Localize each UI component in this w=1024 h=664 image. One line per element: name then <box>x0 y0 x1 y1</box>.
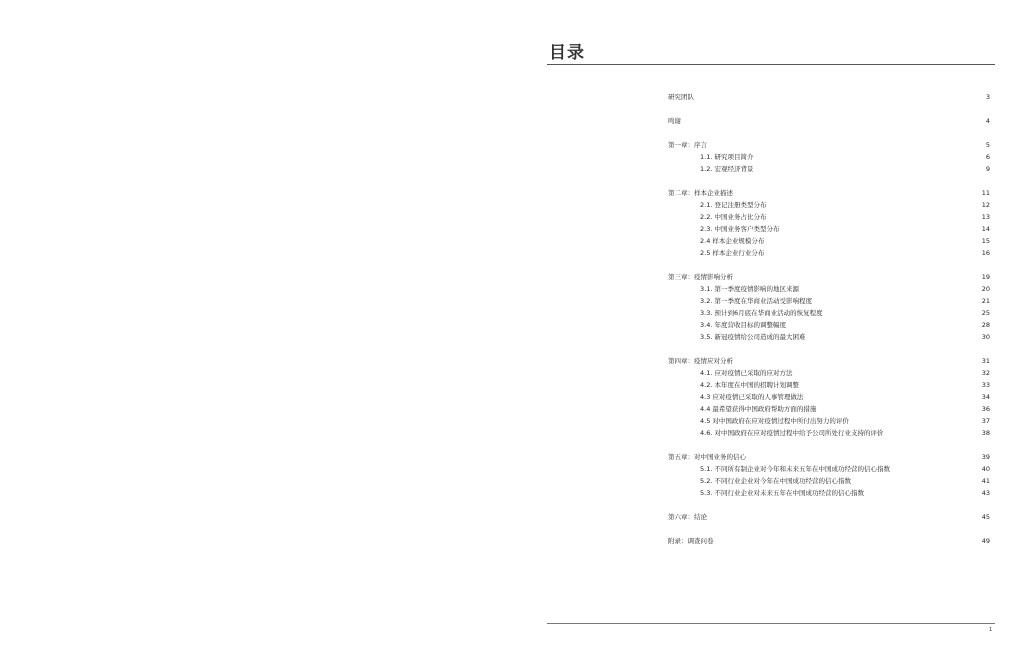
toc-subsection-entry[interactable] <box>668 475 990 487</box>
toc-chapter-heading[interactable] <box>668 187 990 199</box>
toc-entry-label: 第四章：疫情应对分析 <box>668 357 733 365</box>
toc-chapter-heading[interactable] <box>668 355 990 367</box>
toc-entry-page-number: 45 <box>981 513 990 521</box>
toc-entry-page-number: 28 <box>981 321 990 329</box>
toc-chapter-heading[interactable] <box>668 139 990 151</box>
page-number: 1 <box>989 627 993 633</box>
toc-entry-page-number: 25 <box>981 309 990 317</box>
toc-entry-page-number: 6 <box>985 153 990 161</box>
toc-chapter <box>668 511 990 523</box>
toc-entry-page-number: 49 <box>981 537 990 545</box>
toc-entry-label: 第五章：对中国业务的信心 <box>668 453 746 461</box>
toc-subsection-entry[interactable] <box>668 211 990 223</box>
toc-entry-page-number: 34 <box>981 393 990 401</box>
toc-subsection-entry[interactable] <box>668 283 990 295</box>
toc-entry-label: 第六章：结论 <box>668 513 707 521</box>
toc-entry-label: 1.1. 研究项目简介 <box>700 153 754 161</box>
toc-entry-label: 5.2. 不同行业企业对今年在中国成功经营的信心指数 <box>700 477 851 485</box>
toc-subsection-entry[interactable] <box>668 331 990 343</box>
toc-entry-label: 鸣谢 <box>668 117 681 125</box>
toc-subsection-entry[interactable] <box>668 427 990 439</box>
toc-entry-label: 3.2. 第一季度在华商业活动受影响程度 <box>700 297 812 305</box>
toc-subsection-entry[interactable] <box>668 223 990 235</box>
toc-entry-label: 2.5 样本企业行业分布 <box>700 249 765 257</box>
toc-chapter-heading[interactable] <box>668 535 990 547</box>
toc-entry-label: 2.4 样本企业规模分布 <box>700 237 765 245</box>
toc-chapter <box>668 271 990 343</box>
toc-subsection-entry[interactable] <box>668 487 990 499</box>
toc-subsection-entry[interactable] <box>668 391 990 403</box>
toc-entry-label: 2.2. 中国业务占比分布 <box>700 213 767 221</box>
toc-entry[interactable] <box>668 91 990 103</box>
toc-subsection-entry[interactable] <box>668 163 990 175</box>
toc-chapter-heading[interactable] <box>668 451 990 463</box>
toc-entry-label: 研究团队 <box>668 93 694 101</box>
toc-entry-label: 3.3. 预计到6月底在华商业活动的恢复程度 <box>700 309 823 317</box>
toc-entry-label: 5.3. 不同行业企业对未来五年在中国成功经营的信心指数 <box>700 489 864 497</box>
toc-chapter-heading[interactable] <box>668 271 990 283</box>
toc-entry-label: 第三章：疫情影响分析 <box>668 273 733 281</box>
table-of-contents <box>668 91 990 559</box>
toc-subsection-entry[interactable] <box>668 319 990 331</box>
toc-entry-label: 第二章：样本企业描述 <box>668 189 733 197</box>
toc-entry-label: 4.3 应对疫情已采取的人事管理做法 <box>700 393 804 401</box>
toc-subsection-entry[interactable] <box>668 415 990 427</box>
toc-entry-page-number: 33 <box>981 381 990 389</box>
toc-entry-page-number: 4 <box>985 117 990 125</box>
toc-entry-page-number: 37 <box>981 417 990 425</box>
toc-subsection-entry[interactable] <box>668 367 990 379</box>
toc-subsection-entry[interactable] <box>668 247 990 259</box>
toc-entry-label: 1.2. 宏观经济背景 <box>700 165 754 173</box>
toc-chapter <box>668 139 990 175</box>
toc-entry-page-number: 43 <box>981 489 990 497</box>
toc-entry-page-number: 11 <box>981 189 990 197</box>
page-title: 目录 <box>549 43 585 63</box>
toc-entry-label: 附录：调查问卷 <box>668 537 714 545</box>
toc-entry-page-number: 30 <box>981 333 990 341</box>
toc-entry-page-number: 39 <box>981 453 990 461</box>
toc-entry-label: 2.3. 中国业务客户类型分布 <box>700 225 780 233</box>
toc-entry-page-number: 20 <box>981 285 990 293</box>
toc-entry-label: 4.6. 对中国政府在应对疫情过程中给予公司所处行业支持的评价 <box>700 429 884 437</box>
toc-entry-label: 4.5 对中国政府在应对疫情过程中所付出努力的评价 <box>700 417 849 425</box>
toc-entry-label: 第一章：序言 <box>668 141 707 149</box>
toc-chapter <box>668 355 990 439</box>
toc-entry-page-number: 32 <box>981 369 990 377</box>
toc-entry-label: 4.1. 应对疫情已采取的应对方法 <box>700 369 793 377</box>
title-divider <box>547 64 995 65</box>
toc-chapter <box>668 451 990 499</box>
footer-divider <box>547 623 995 624</box>
toc-chapter <box>668 187 990 259</box>
toc-subsection-entry[interactable] <box>668 463 990 475</box>
toc-entry-page-number: 41 <box>981 477 990 485</box>
toc-entry-page-number: 21 <box>981 297 990 305</box>
toc-entry-label: 4.2. 本年度在中国的招聘计划调整 <box>700 381 799 389</box>
toc-subsection-entry[interactable] <box>668 403 990 415</box>
toc-subsection-entry[interactable] <box>668 295 990 307</box>
toc-entry-label: 3.1. 第一季度疫情影响的地区来源 <box>700 285 799 293</box>
toc-entry-page-number: 13 <box>981 213 990 221</box>
toc-subsection-entry[interactable] <box>668 307 990 319</box>
toc-entry-label: 4.4 最希望获得中国政府帮助方面的措施 <box>700 405 817 413</box>
toc-entry-label: 3.5. 新冠疫情给公司造成的最大困难 <box>700 333 806 341</box>
toc-section <box>668 91 990 103</box>
toc-subsection-entry[interactable] <box>668 235 990 247</box>
toc-entry-page-number: 36 <box>981 405 990 413</box>
toc-section <box>668 115 990 127</box>
toc-entry-label: 2.1. 登记注册类型分布 <box>700 201 767 209</box>
toc-entry-page-number: 38 <box>981 429 990 437</box>
toc-entry-page-number: 19 <box>981 273 990 281</box>
toc-chapter <box>668 535 990 547</box>
toc-entry-page-number: 16 <box>981 249 990 257</box>
toc-entry-page-number: 9 <box>985 165 990 173</box>
toc-entry-page-number: 14 <box>981 225 990 233</box>
toc-entry[interactable] <box>668 115 990 127</box>
toc-entry-label: 3.4. 年度营收目标的调整幅度 <box>700 321 786 329</box>
toc-subsection-entry[interactable] <box>668 379 990 391</box>
toc-subsection-entry[interactable] <box>668 151 990 163</box>
toc-entry-page-number: 3 <box>985 93 990 101</box>
toc-entry-page-number: 40 <box>981 465 990 473</box>
toc-entry-page-number: 5 <box>985 141 990 149</box>
toc-subsection-entry[interactable] <box>668 199 990 211</box>
toc-entry-page-number: 31 <box>981 357 990 365</box>
toc-entry-page-number: 12 <box>981 201 990 209</box>
toc-entry-label: 5.1. 不同所有制企业对今年和未来五年在中国成功经营的信心指数 <box>700 465 890 473</box>
toc-chapter-heading[interactable] <box>668 511 990 523</box>
toc-entry-page-number: 15 <box>981 237 990 245</box>
